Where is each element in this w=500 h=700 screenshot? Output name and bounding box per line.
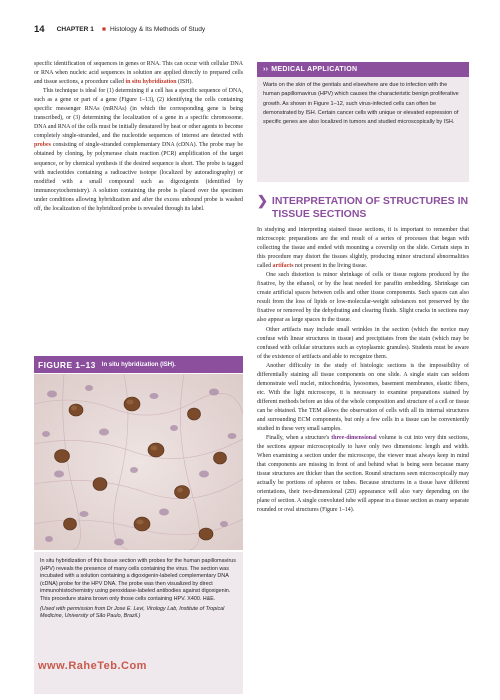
keyword: three-dimensional	[331, 435, 377, 442]
keyword: in situ hybridization	[125, 79, 177, 86]
figure-caption	[34, 552, 243, 694]
micrograph-image	[34, 374, 243, 550]
section-heading	[257, 195, 477, 220]
paragraph: In studying and interpreting stained tissue sections, it is important to remember that microscopic preparations are the end result of a series of processes that began with collecting the tissue and ended with mounting a coverslip on the slide. Certain steps in this procedure may distort the tissues slightly, producing minor structural abnormalities called artifacts not present in the living tissue.	[257, 227, 469, 270]
header-separator: ■	[101, 25, 106, 33]
figure-title: In situ hybridization (ISH).	[101, 361, 176, 368]
paragraph: One such distortion is minor shrinkage of cells or tissue regions produced by the fixative, by the ethanol, or by the heat needed for paraffin embedding. Shrinkage can create artificial spaces between cells and other tissue components. Such spaces can also result from the loss of lipids or low-molecular-weight substances not preserved by the fixative or removed by the dehydrating and clearing fluids. Slight cracks in sections may also appear as large spaces in the tissue.	[257, 272, 469, 324]
medical-application-heading: ›› MEDICAL APPLICATION	[257, 62, 469, 77]
medical-application-box	[257, 62, 469, 182]
paragraph: This technique is ideal for (1) determining if a cell has a specific sequence of DNA, such as a gene or part of a gene (Figure 1–13), (2) identifying the cells containing specific messenger RNAs (mRNAs) (in which the corresponding gene is being transcribed), or (3) determining the localization of a gene in a specific chromosome. DNA and RNA of the cells must be initially denatured by heat or other agents to become completely single-stranded, and the nucleotide sequences of interest are detected with probes consisting of single-stranded complementary DNA (cDNA). The probe may be obtained by cloning, by polymerase chain reaction (PCR) amplification of the target sequence, or by chemical synthesis if the desired sequence is short. The probe is tagged with nucleotides containing a radioactive isotope (localized by autoradiography) or modified with a small compound such as digoxigenin (identified by immunocytochemistry). A solution containing the probe is placed over the specimen under conditions allowing hybridization and after the excess unbound probe is washed off, the localization of the hybridized probe is revealed through its label.	[34, 88, 243, 212]
figure-label: FIGURE 1–13	[38, 359, 96, 370]
figure-title-bar	[34, 356, 243, 373]
keyword: artifacts	[272, 263, 294, 270]
chapter-label: CHAPTER 1	[56, 25, 94, 33]
chevrons-icon: ››	[263, 66, 269, 73]
caption-text: In situ hybridization of this tissue section with probes for the human papillomavirus (HPV) reveals the presence of many cells containing the virus. The section was incubated with a solution containing a digoxigenin-labeled complementary DNA (cDNA) probe for the HPV DNA. The probe was then visualized by direct immunohistochemistry using peroxidase-labeled antibodies against digoxigenin. This procedure stains brown only those cells containing HPV. X400. H&E.	[40, 558, 236, 602]
chapter-title: Histology & Its Methods of Study	[109, 25, 206, 33]
paragraph: Finally, when a structure's three-dimensional volume is cut into very thin sections, the sections appear microscopically to have only two dimensions: length and width. When examining a section under the microscope, the viewer must always keep in mind that components are missing in front of and behind what is being seen because many tissue structures are thicker than the section. Round structures seen microscopically may actually be portions of spheres or tubes. Because structures in a tissue have different orientations, their two-dimensional (2D) appearance will also vary depending on the plane of section. A single convoluted tube will appear in a tissue section as many separate rounded or oval structures (Figure 1–14).	[257, 435, 469, 514]
page-number: 14	[34, 23, 45, 35]
chevron-right-icon: ❯	[257, 193, 268, 208]
page-header	[34, 22, 474, 36]
keyword: probes	[34, 142, 51, 149]
section-heading-text: INTERPRETATION OF STRUCTURES IN TISSUE SECTIONS	[271, 195, 469, 220]
paragraph: specific identification of sequences in genes or RNA. This can occur with cellular DNA or RNA when nucleic acid sequences in solution are applied directly to prepared cells and tissue sections, a procedure called in situ hybridization (ISH).	[34, 61, 243, 86]
medical-application-text: Warts on the skin of the genitals and elsewhere are due to infection with the human papillomavirus (HPV) which causes the characteristic benign proliferative growth. As shown in Figure 1–12, such virus-infected cells can often be demonstrated by ISH. Certain cancer cells with unique or elevated expression of specific genes are also localized in tumors and studied microscopically by ISH.	[263, 82, 459, 126]
paragraph: Other artifacts may include small wrinkles in the section (which the novice may confuse with linear structures in tissue) and precipitates from the stain (which may be confused with cellular structures such as cytoplasmic granules). Students must be aware of the existence of artifacts and able to recognize them.	[257, 326, 469, 360]
caption-credit: (Used with permission from Dr Jose E. Levi, Virology Lab, Institute of Tropical Medicine, University of São Paulo, Brazil.)	[40, 605, 225, 620]
paragraph: Another difficulty in the study of histologic sections is the impossibility of differentially staining all tissue components on one slide. A single stain can seldom demonstrate well nuclei, mitochondria, lysosomes, basement membranes, elastic fibers, etc. With the light microscope, it is necessary to examine preparations stained by different methods before an idea of the whole composition and structure of a cell or tissue can be obtained. The TEM allows the observation of cells with all its internal structures and surrounding ECM components, but only a few cells in a tissue can be conveniently studied in these very small samples.	[257, 362, 469, 433]
left-column-text	[34, 60, 243, 214]
right-column-text	[257, 226, 469, 516]
watermark-text: www.RaheTeb.Com	[38, 660, 147, 672]
